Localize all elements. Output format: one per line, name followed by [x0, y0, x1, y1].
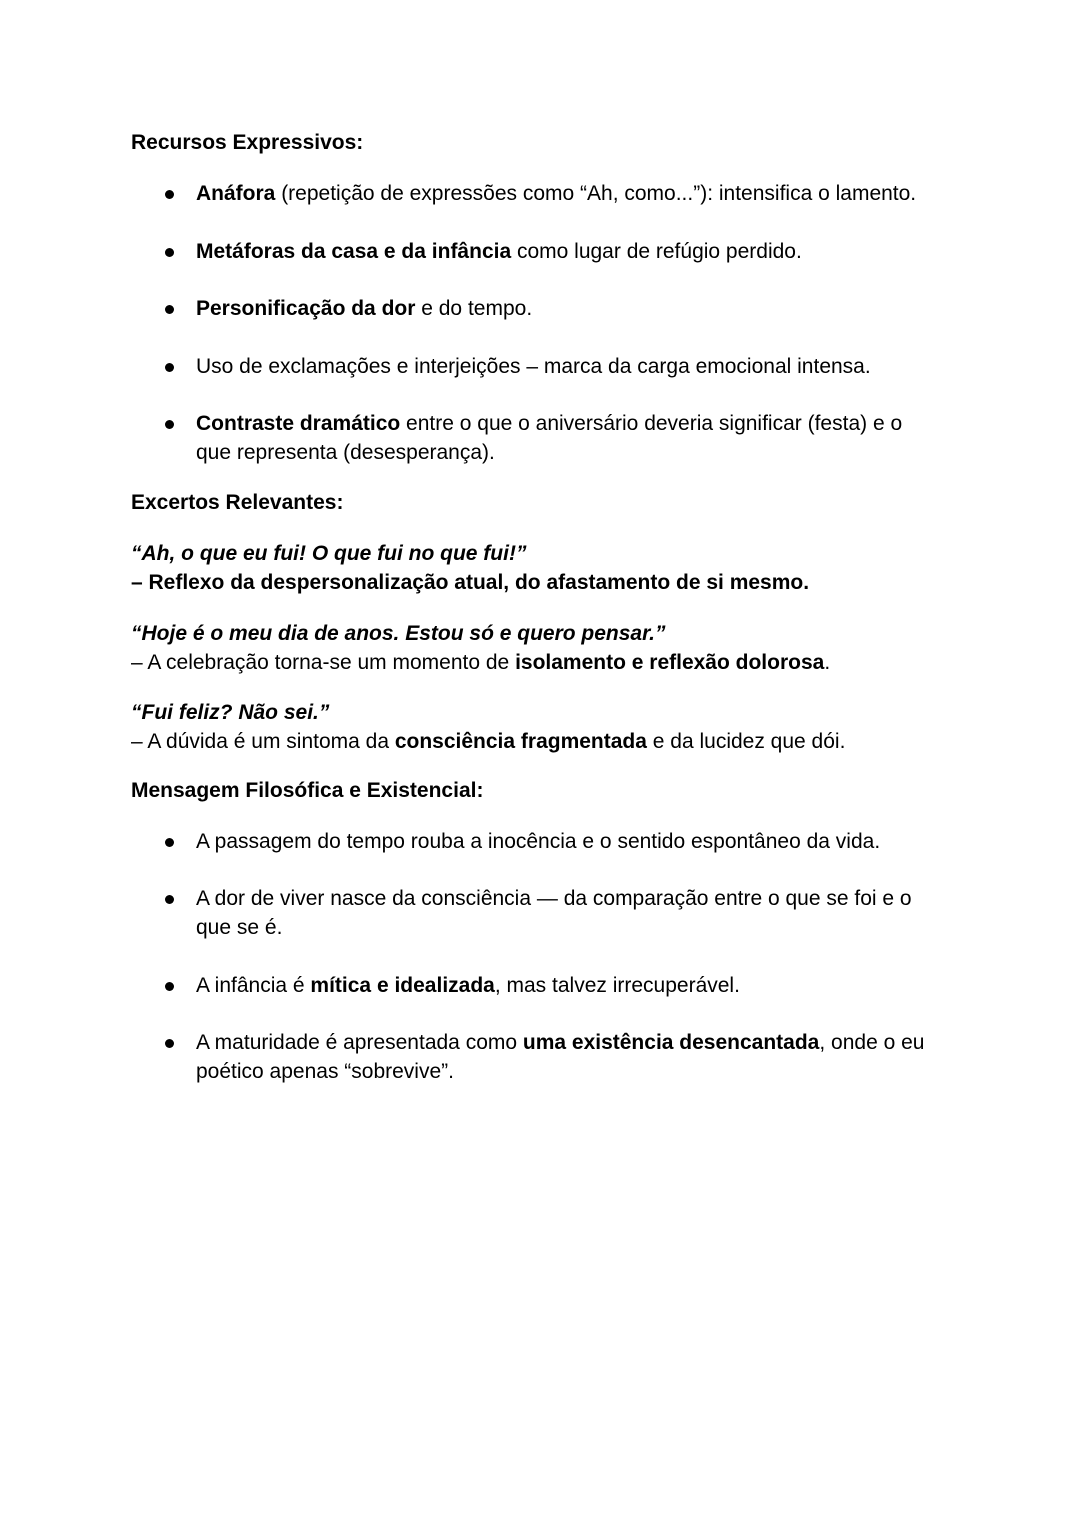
bullet-icon: [165, 305, 174, 314]
bullet-icon: [165, 982, 174, 991]
list-item-text: Metáforas da casa e da infância como lugar de refúgio perdido.: [196, 240, 802, 263]
list-item-text: Personificação da dor e do tempo.: [196, 297, 533, 320]
bullet-icon: [165, 248, 174, 257]
excerpt-comment: – Reflexo da despersonalização atual, do afastamento de si mesmo.: [131, 571, 810, 594]
excerpt-block: [131, 619, 991, 677]
excerpt-block: [131, 539, 991, 597]
bullet-icon: [165, 838, 174, 847]
excerpt-quote: “Fui feliz? Não sei.”: [131, 701, 330, 724]
excerpt-quote: “Ah, o que eu fui! O que fui no que fui!”: [131, 542, 527, 565]
list-item-text: Anáfora (repetição de expressões como “Ah, como...”): intensifica o lamento.: [196, 182, 917, 205]
bullet-icon: [165, 420, 174, 429]
bullet-icon: [165, 363, 174, 372]
bullet-icon: [165, 190, 174, 199]
list-item-text: A infância é mítica e idealizada, mas talvez irrecuperável.: [196, 974, 740, 997]
list-item-text: Contraste dramático entre o que o aniversário deveria significar (festa) e o que representa (desesperança).: [196, 412, 903, 464]
bullet-icon: [165, 895, 174, 904]
excerpt-quote: “Hoje é o meu dia de anos. Estou só e quero pensar.”: [131, 622, 666, 645]
heading-excertos-relevantes: Excertos Relevantes:: [131, 491, 344, 514]
excerpt-comment: – A dúvida é um sintoma da consciência fragmentada e da lucidez que dói.: [131, 730, 846, 753]
list-item-text: A maturidade é apresentada como uma existência desencantada, onde o eu poético apenas “sobrevive”.: [196, 1031, 925, 1083]
heading-mensagem-filosofica: Mensagem Filosófica e Existencial:: [131, 779, 484, 802]
excerpt-comment: – A celebração torna-se um momento de isolamento e reflexão dolorosa.: [131, 651, 831, 674]
list-item-text: Uso de exclamações e interjeições – marca da carga emocional intensa.: [196, 355, 871, 378]
excerpt-block: [131, 698, 991, 756]
heading-recursos-expressivos: Recursos Expressivos:: [131, 131, 364, 154]
list-item-text: A dor de viver nasce da consciência — da comparação entre o que se foi e o que se é.: [196, 887, 912, 939]
list-item-text: A passagem do tempo rouba a inocência e o sentido espontâneo da vida.: [196, 830, 881, 853]
bullet-icon: [165, 1039, 174, 1048]
